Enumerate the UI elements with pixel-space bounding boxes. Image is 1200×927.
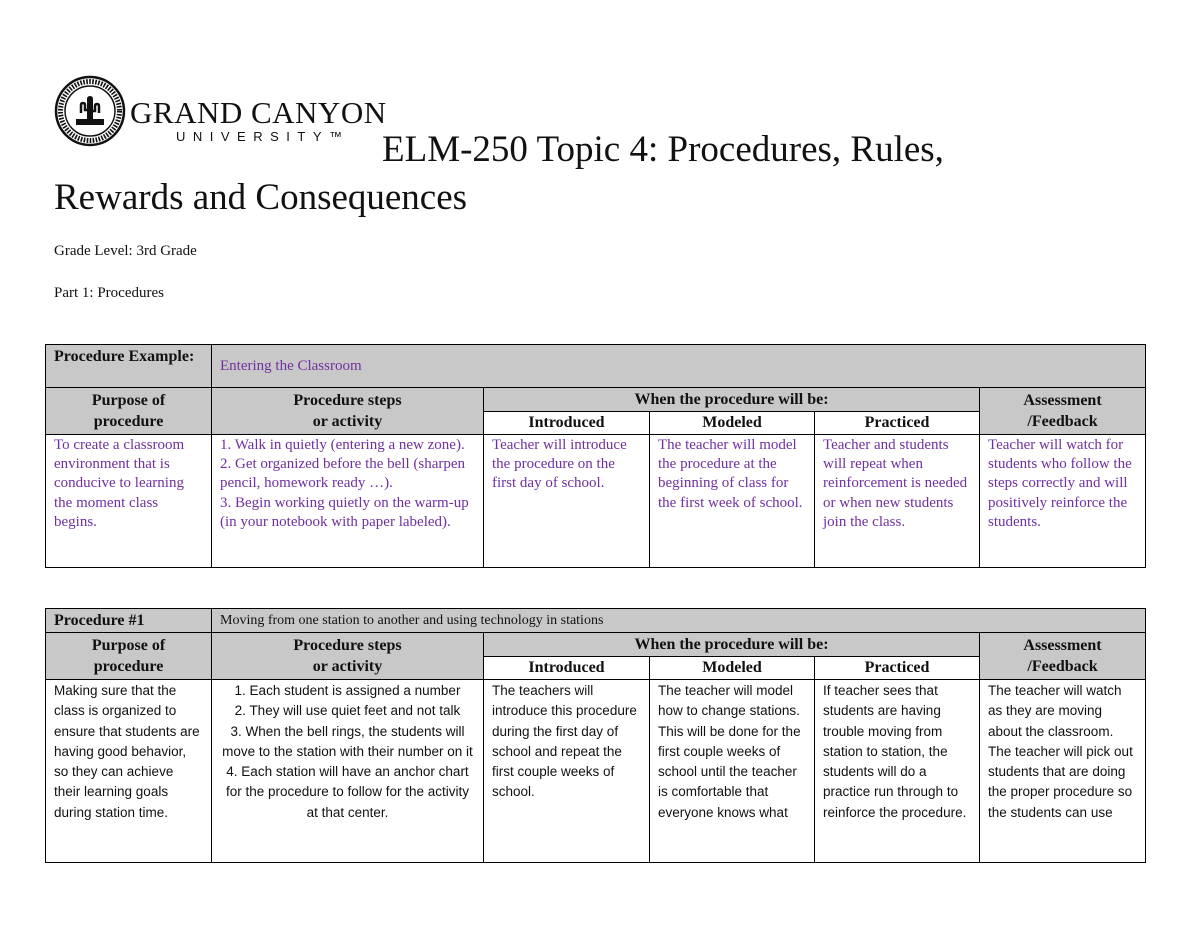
practiced-cell: If teacher sees that students are having trouble moving from station to station, the students will do a practice run through to reinforce the procedure. <box>815 680 980 863</box>
introduced-header: Introduced <box>484 657 650 680</box>
introduced-cell: Teacher will introduce the procedure on the first day of school. <box>484 435 650 568</box>
step-item: 1. Each student is assigned a number <box>234 683 461 698</box>
assessment-cell: The teacher will watch as they are moving about the classroom. The teacher will pick out students that are doing the proper procedure so the students can use <box>980 680 1146 863</box>
practiced-cell: Teacher and students will repeat when reinforcement is needed or when new students join the class. <box>815 435 980 568</box>
modeled-header: Modeled <box>650 412 815 435</box>
page-title-line2: Rewards and Consequences <box>54 177 468 218</box>
assessment-header: Assessment /Feedback <box>980 633 1146 680</box>
step-item: 1. Walk in quietly (entering a new zone). <box>220 437 465 453</box>
table-row <box>46 345 1146 388</box>
logo-name: GRAND CANYON <box>130 95 387 130</box>
step-item: 2. They will use quiet feet and not talk <box>234 703 461 719</box>
procedure-example-table <box>45 344 1146 568</box>
purpose-header: Purpose of procedure <box>46 633 212 680</box>
assessment-cell: Teacher will watch for students who follow the steps correctly and will positively reinforce the students. <box>980 435 1146 568</box>
introduced-header: Introduced <box>484 412 650 435</box>
when-header: When the procedure will be: <box>484 388 980 412</box>
modeled-cell: The teacher will model the procedure at the beginning of class for the first week of school. <box>650 435 815 568</box>
logo-subtitle: UNIVERSITY™ <box>176 129 350 144</box>
steps-header: Procedure steps or activity <box>212 388 484 435</box>
part-heading: Part 1: Procedures <box>54 285 164 301</box>
step-item: 2. Get organized before the bell (sharpen pencil, homework ready …). <box>220 456 466 492</box>
modeled-header: Modeled <box>650 657 815 680</box>
procedure-name: Moving from one station to another and using technology in stations <box>212 609 1146 633</box>
purpose-cell: Making sure that the class is organized to ensure that students are having good behavior, so they can achieve their learning goals during station time. <box>46 680 212 863</box>
procedure-name: Entering the Classroom <box>212 345 1146 388</box>
grade-level: Grade Level: 3rd Grade <box>54 243 197 259</box>
steps-cell <box>212 435 484 568</box>
purpose-cell: To create a classroom environment that is conducive to learning the moment class begins. <box>46 435 212 568</box>
purpose-header: Purpose of procedure <box>46 388 212 435</box>
introduced-cell: The teachers will introduce this procedure during the first day of school and repeat the first couple weeks of school. <box>484 680 650 863</box>
modeled-cell: The teacher will model how to change stations. This will be done for the first couple weeks of school until the teacher is comfortable that everyone knows what <box>650 680 815 863</box>
assessment-header: Assessment /Feedback <box>980 388 1146 435</box>
steps-cell <box>212 680 484 863</box>
procedure-label: Procedure #1 <box>46 609 212 633</box>
table-row <box>46 680 1146 863</box>
procedure-1-table <box>45 608 1146 863</box>
step-item: 4. Each station will have an anchor chart for the procedure to follow for the activity at that center. <box>225 764 470 820</box>
table-row <box>46 633 1146 657</box>
practiced-header: Practiced <box>815 657 980 680</box>
practiced-header: Practiced <box>815 412 980 435</box>
table-row <box>46 388 1146 412</box>
university-logo <box>54 75 387 147</box>
step-item: 3. Begin working quietly on the warm-up (in your notebook with paper labeled). <box>220 494 469 530</box>
steps-header: Procedure steps or activity <box>212 633 484 680</box>
page-title-line1: ELM-250 Topic 4: Procedures, Rules, <box>382 129 944 170</box>
university-seal-icon <box>54 75 126 147</box>
table-row <box>46 435 1146 568</box>
procedure-label: Procedure Example: <box>46 345 212 388</box>
table-row <box>46 609 1146 633</box>
when-header: When the procedure will be: <box>484 633 980 657</box>
step-item: 3. When the bell rings, the students will move to the station with their number on it <box>222 723 473 759</box>
